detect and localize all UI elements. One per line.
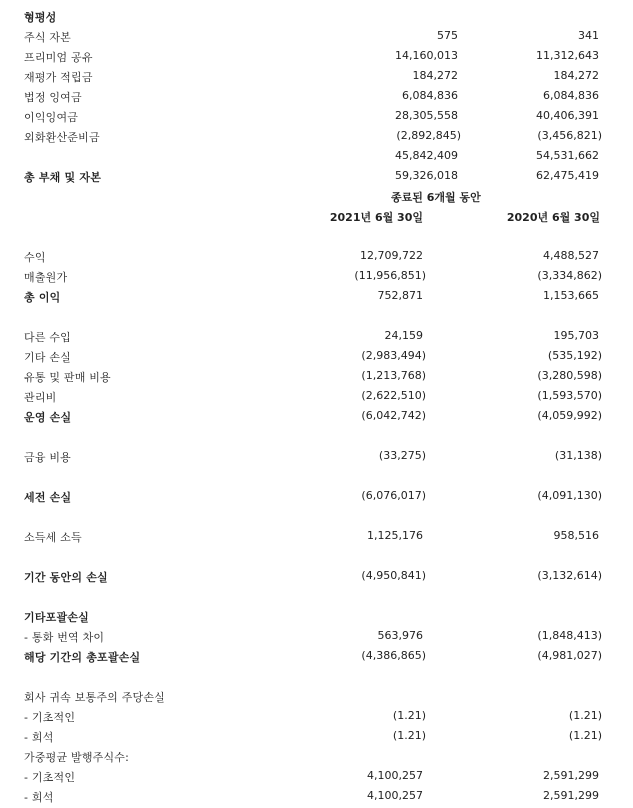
revenue-row (0, 246, 633, 266)
operating-loss-row (0, 406, 633, 426)
statutory-surplus-row (0, 86, 633, 106)
cost-of-sales-row (0, 266, 633, 286)
oci-heading-row (0, 606, 633, 626)
eps-heading-row (0, 686, 633, 706)
shares-basic-row (0, 766, 633, 786)
value-2020: 4,488,527 (543, 249, 599, 262)
value-2021: 1,125,176 (367, 529, 423, 542)
other-income-row (0, 326, 633, 346)
loss-before-tax-row (0, 486, 633, 506)
value-2020: 40,406,391 (536, 109, 599, 122)
row-label: 다른 수입 (24, 331, 72, 344)
row-label: 총 부채 및 자본 (24, 171, 102, 184)
row-label: 수익 (24, 251, 46, 264)
fx-difference-row (0, 626, 633, 646)
value-2021: 4,100,257 (367, 789, 423, 802)
value-2021: (4,950,841) (361, 569, 426, 582)
distribution-costs-row (0, 366, 633, 386)
row-label: 기타포괄손실 (24, 611, 89, 624)
value-2020: (3,456,821) (537, 129, 602, 142)
total-liabilities-equity-row (0, 166, 633, 186)
income-tax-row (0, 526, 633, 546)
value-2020: (4,981,027) (537, 649, 602, 662)
value-2021: (4,386,865) (361, 649, 426, 662)
value-2021: (1,213,768) (361, 369, 426, 382)
revaluation-reserve-row (0, 66, 633, 86)
value-2021: 563,976 (377, 629, 423, 642)
row-label: - 통화 번역 차이 (24, 631, 105, 644)
period-columns-row (0, 206, 633, 226)
row-label: 금융 비용 (24, 451, 72, 464)
value-2020: (1.21) (568, 709, 602, 722)
other-losses-row (0, 346, 633, 366)
value-2021: (2,892,845) (396, 129, 461, 142)
period-header-row (0, 186, 633, 206)
value-2021: 12,709,722 (360, 249, 423, 262)
row-label: 법정 잉여금 (24, 91, 82, 104)
value-2020: 341 (578, 29, 599, 42)
value-2020: (1,848,413) (537, 629, 602, 642)
row-label: 회사 귀속 보통주의 주당손실 (24, 691, 166, 704)
value-2020: 2,591,299 (543, 789, 599, 802)
value-2021: (1.21) (392, 709, 426, 722)
column-header-2020: 2020년 6월 30일 (506, 211, 600, 224)
equity-heading-row (0, 6, 633, 26)
finance-costs-row (0, 446, 633, 466)
value-2020: (4,059,992) (537, 409, 602, 422)
row-label: 주식 자본 (24, 31, 72, 44)
value-2021: 45,842,409 (395, 149, 458, 162)
share-capital-row (0, 26, 633, 46)
row-label: 재평가 적립금 (24, 71, 93, 84)
period-title: 종료된 6개월 동안 (391, 191, 481, 204)
shares-heading-row (0, 746, 633, 766)
gross-profit-row (0, 286, 633, 306)
value-2021: (1.21) (392, 729, 426, 742)
value-2020: 184,272 (553, 69, 599, 82)
row-label: 매출원가 (24, 271, 68, 284)
fx-reserve-row (0, 126, 633, 146)
value-2021: (2,983,494) (361, 349, 426, 362)
value-2021: 14,160,013 (395, 49, 458, 62)
row-label: - 기초적인 (24, 711, 76, 724)
value-2021: (33,275) (378, 449, 426, 462)
row-label: 관리비 (24, 391, 57, 404)
value-2021: (11,956,851) (354, 269, 426, 282)
admin-expenses-row (0, 386, 633, 406)
value-2020: 195,703 (553, 329, 599, 342)
value-2020: (1,593,570) (537, 389, 602, 402)
value-2021: 575 (437, 29, 458, 42)
value-2020: 958,516 (553, 529, 599, 542)
loss-for-period-row (0, 566, 633, 586)
row-label: 가중평균 발행주식수: (24, 751, 130, 764)
column-header-2021: 2021년 6월 30일 (329, 211, 423, 224)
row-label: 운영 손실 (24, 411, 72, 424)
row-label: 이익잉여금 (24, 111, 79, 124)
value-2020: 11,312,643 (536, 49, 599, 62)
eps-diluted-row (0, 726, 633, 746)
row-label: 기간 동안의 손실 (24, 571, 108, 584)
row-label: 총 이익 (24, 291, 61, 304)
value-2021: 24,159 (384, 329, 423, 342)
value-2021: 184,272 (412, 69, 458, 82)
value-2021: 59,326,018 (395, 169, 458, 182)
equity-subtotal-row (0, 146, 633, 166)
value-2020: (3,280,598) (537, 369, 602, 382)
value-2021: (6,042,742) (361, 409, 426, 422)
value-2020: (3,334,862) (537, 269, 602, 282)
value-2020: (3,132,614) (537, 569, 602, 582)
value-2021: 28,305,558 (395, 109, 458, 122)
row-label: 유통 및 판매 비용 (24, 371, 111, 384)
value-2021: 6,084,836 (402, 89, 458, 102)
row-label: 소득세 소득 (24, 531, 82, 544)
value-2020: (1.21) (568, 729, 602, 742)
row-label: 기타 손실 (24, 351, 72, 364)
row-label: - 희석 (24, 731, 54, 744)
value-2020: 54,531,662 (536, 149, 599, 162)
row-label: - 기초적인 (24, 771, 76, 784)
value-2021: 4,100,257 (367, 769, 423, 782)
eps-basic-row (0, 706, 633, 726)
value-2021: (6,076,017) (361, 489, 426, 502)
value-2020: 6,084,836 (543, 89, 599, 102)
value-2021: 752,871 (377, 289, 423, 302)
value-2020: 1,153,665 (543, 289, 599, 302)
value-2021: (2,622,510) (361, 389, 426, 402)
row-label: 외화환산준비금 (24, 131, 100, 144)
shares-diluted-row (0, 786, 633, 806)
retained-earnings-row (0, 106, 633, 126)
row-label: 세전 손실 (24, 491, 72, 504)
value-2020: 62,475,419 (536, 169, 599, 182)
value-2020: (31,138) (554, 449, 602, 462)
value-2020: 2,591,299 (543, 769, 599, 782)
row-label: - 희석 (24, 791, 54, 804)
value-2020: (535,192) (547, 349, 602, 362)
row-label: 프리미엄 공유 (24, 51, 93, 64)
value-2020: (4,091,130) (537, 489, 602, 502)
equity-heading: 형평성 (24, 11, 57, 24)
share-premium-row (0, 46, 633, 66)
total-comprehensive-loss-row (0, 646, 633, 666)
row-label: 해당 기간의 총포괄손실 (24, 651, 141, 664)
